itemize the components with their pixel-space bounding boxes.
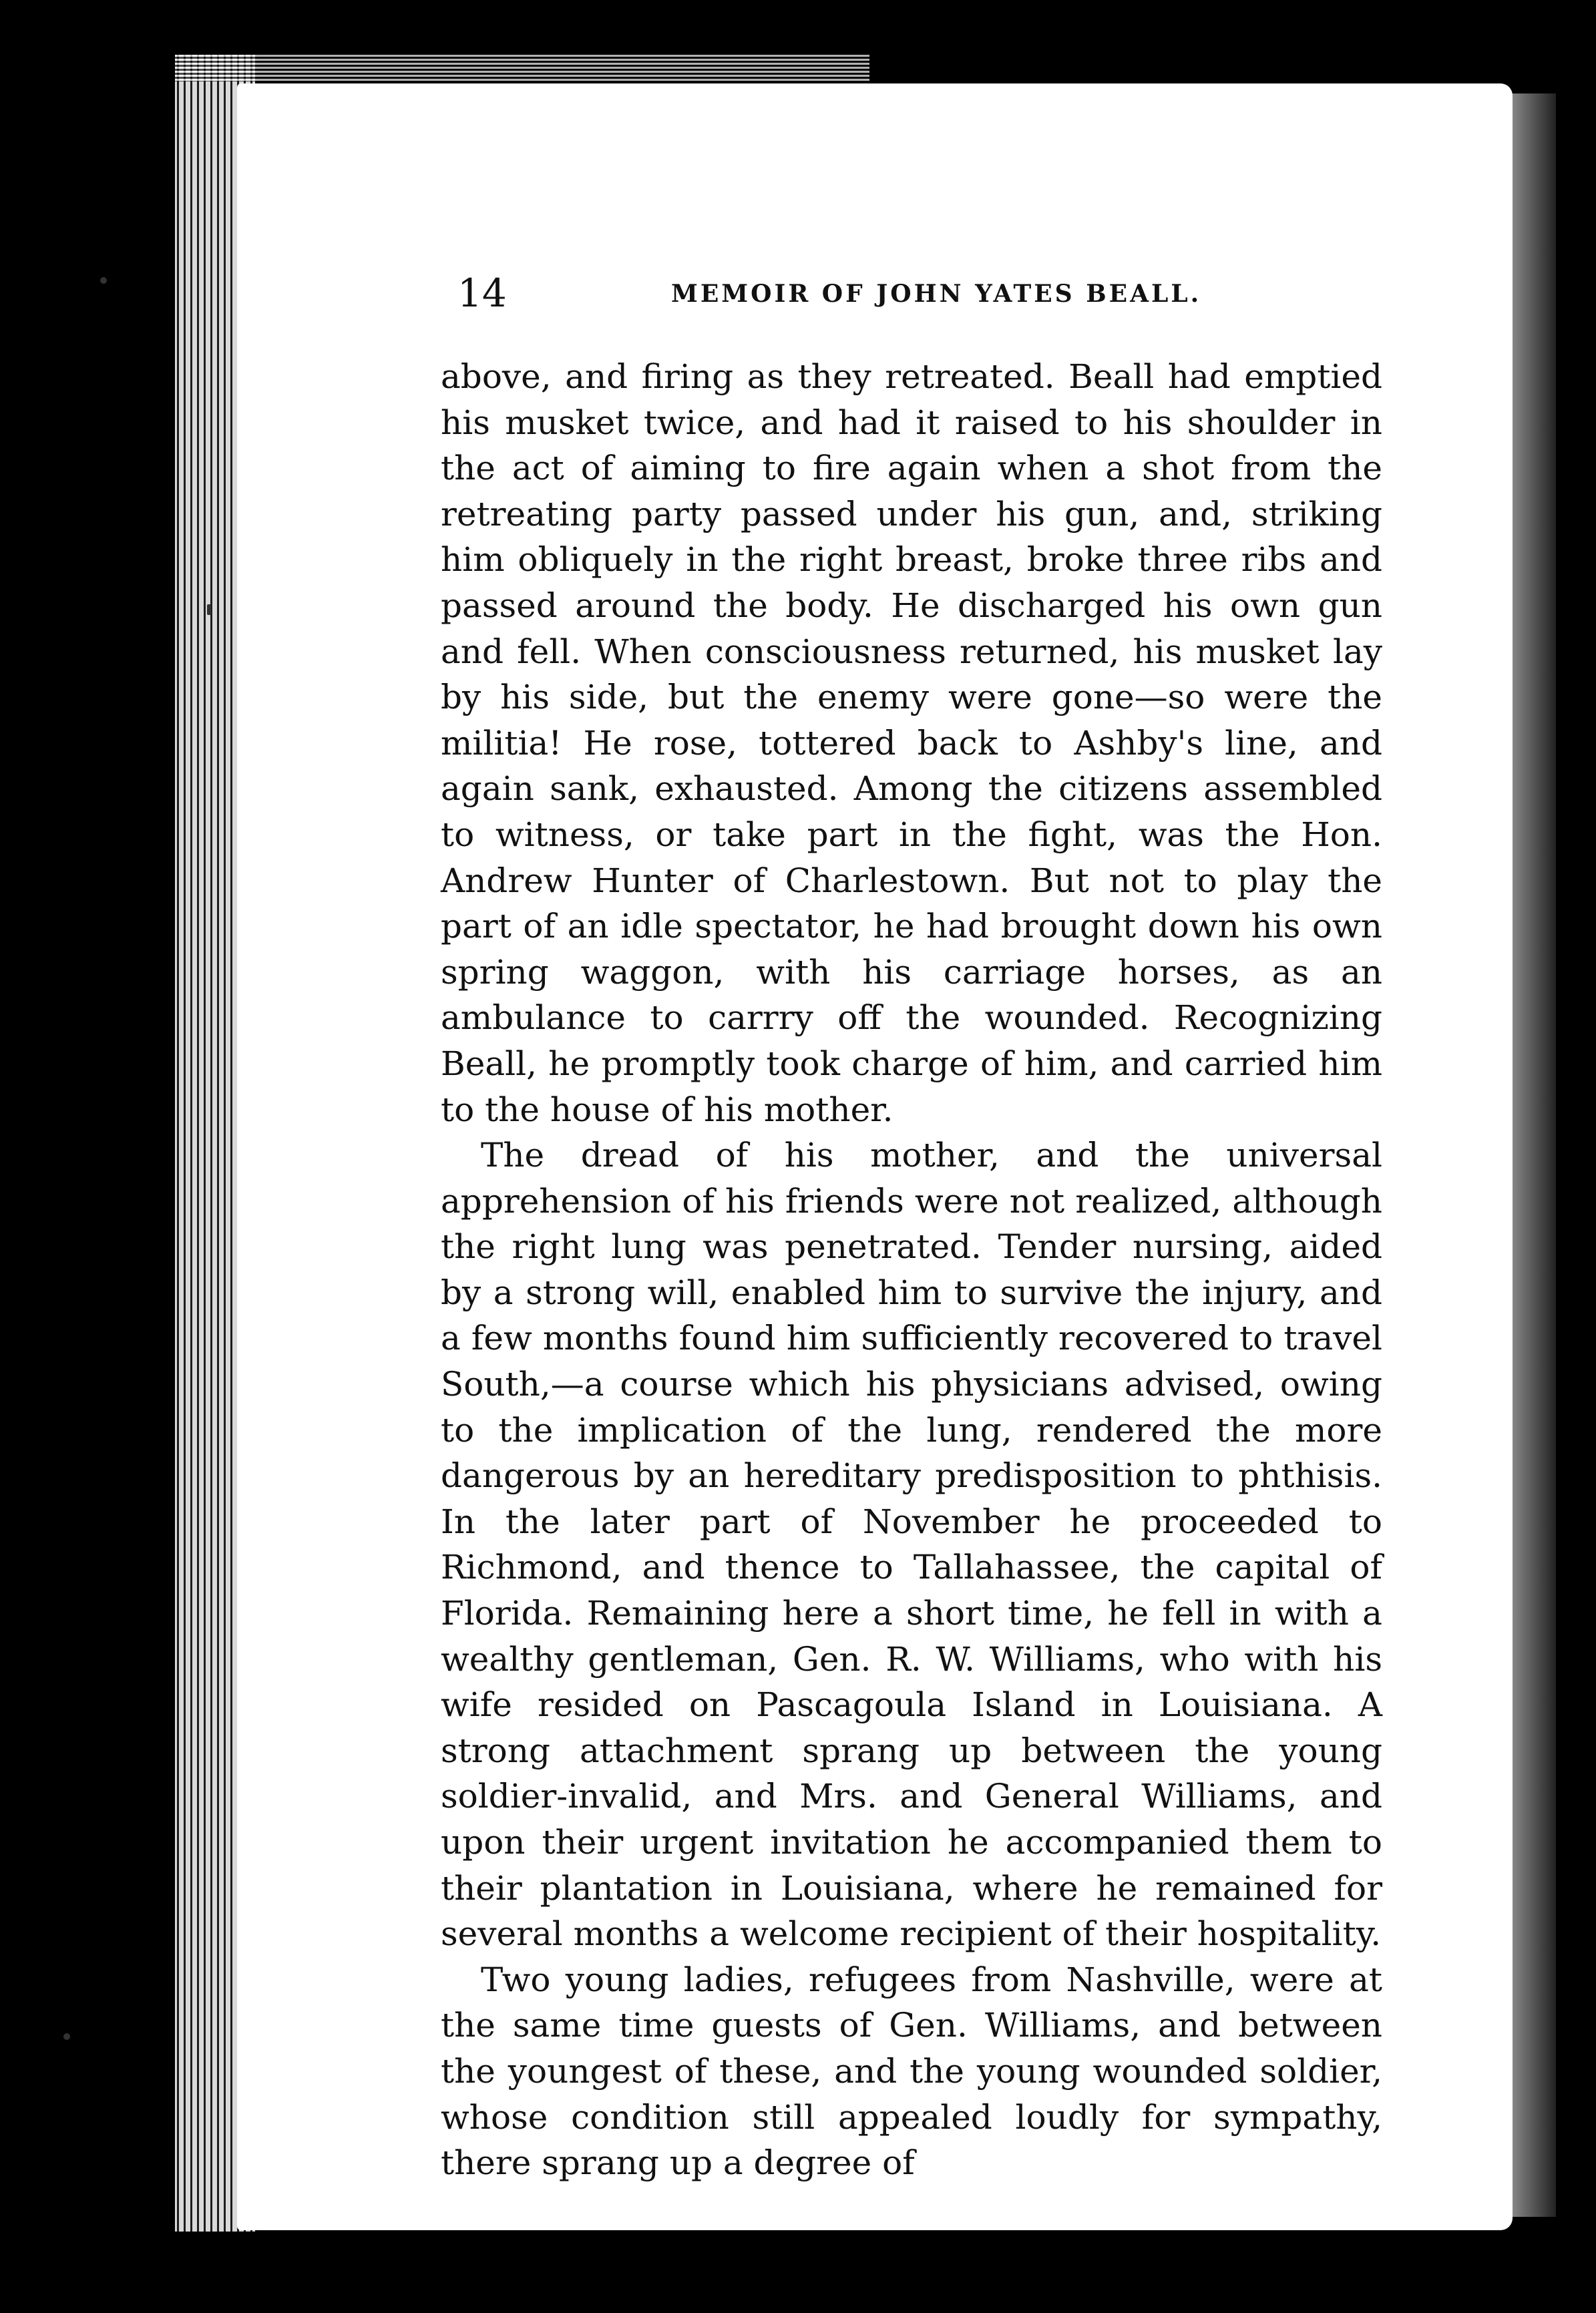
body-text xyxy=(441,354,1382,2186)
paragraph-2: The dread of his mother, and the universal apprehension of his friends were not realized, although the right lung was penetrated. Tender nursing, aided by a strong will, enabled him to survive the injury, and a few months found him sufficiently recovered to travel South,—a course which his physicians advised, owing to the implication of the lung, rendered the more dangerous by an hereditary predisposition to phthisis. In the later part of November he proceeded to Richmond, and thence to Tallahassee, the capital of Florida. Remaining here a short time, he fell in with a wealthy gentleman, Gen. R. W. Williams, who with his wife resided on Pascagoula Island in Louisiana. A strong attachment sprang up between the young soldier-invalid, and Mrs. and General Williams, and upon their urgent invitation he accompanied them to their plantation in Louisiana, where he remained for several months a welcome recipient of their hospitality. xyxy=(441,1136,1382,1954)
scan-speck xyxy=(100,277,107,284)
scan-speck xyxy=(207,604,211,615)
paragraph-1: above, and firing as they retreated. Beall had emptied his musket twice, and had it raised to his shoulder in the act of aiming to fire again when a shot from the retreating party passed under his gun, and, striking him obliquely in the right breast, broke three ribs and passed around the body. He discharged his own gun and fell. When consciousness returned, his musket lay by his side, but the enemy were gone—so were the militia! He rose, tottered back to Ashby's line, and again sank, exhausted. Among the citizens assembled to witness, or take part in the fight, was the Hon. Andrew Hunter of Charlestown. But not to play the part of an idle spectator, he had brought down his own spring waggon, with his carriage horses, as an ambulance to carrry off the wounded. Recognizing Beall, he promptly took charge of him, and carried him to the house of his mother. xyxy=(441,357,1382,1129)
scan-speck xyxy=(63,2033,70,2040)
page-header xyxy=(457,270,1386,324)
paragraph-3: Two young ladies, refugees from Nashville, were at the same time guests of Gen. Williams, and between the youngest of these, and the young wounded soldier, whose condition still appealed loudly for sympathy, there sprang up a degree of xyxy=(441,1960,1382,2183)
running-title: MEMOIR OF JOHN YATES BEALL. xyxy=(671,280,1202,308)
book-top-edge xyxy=(175,55,869,81)
page-number: 14 xyxy=(457,270,507,316)
